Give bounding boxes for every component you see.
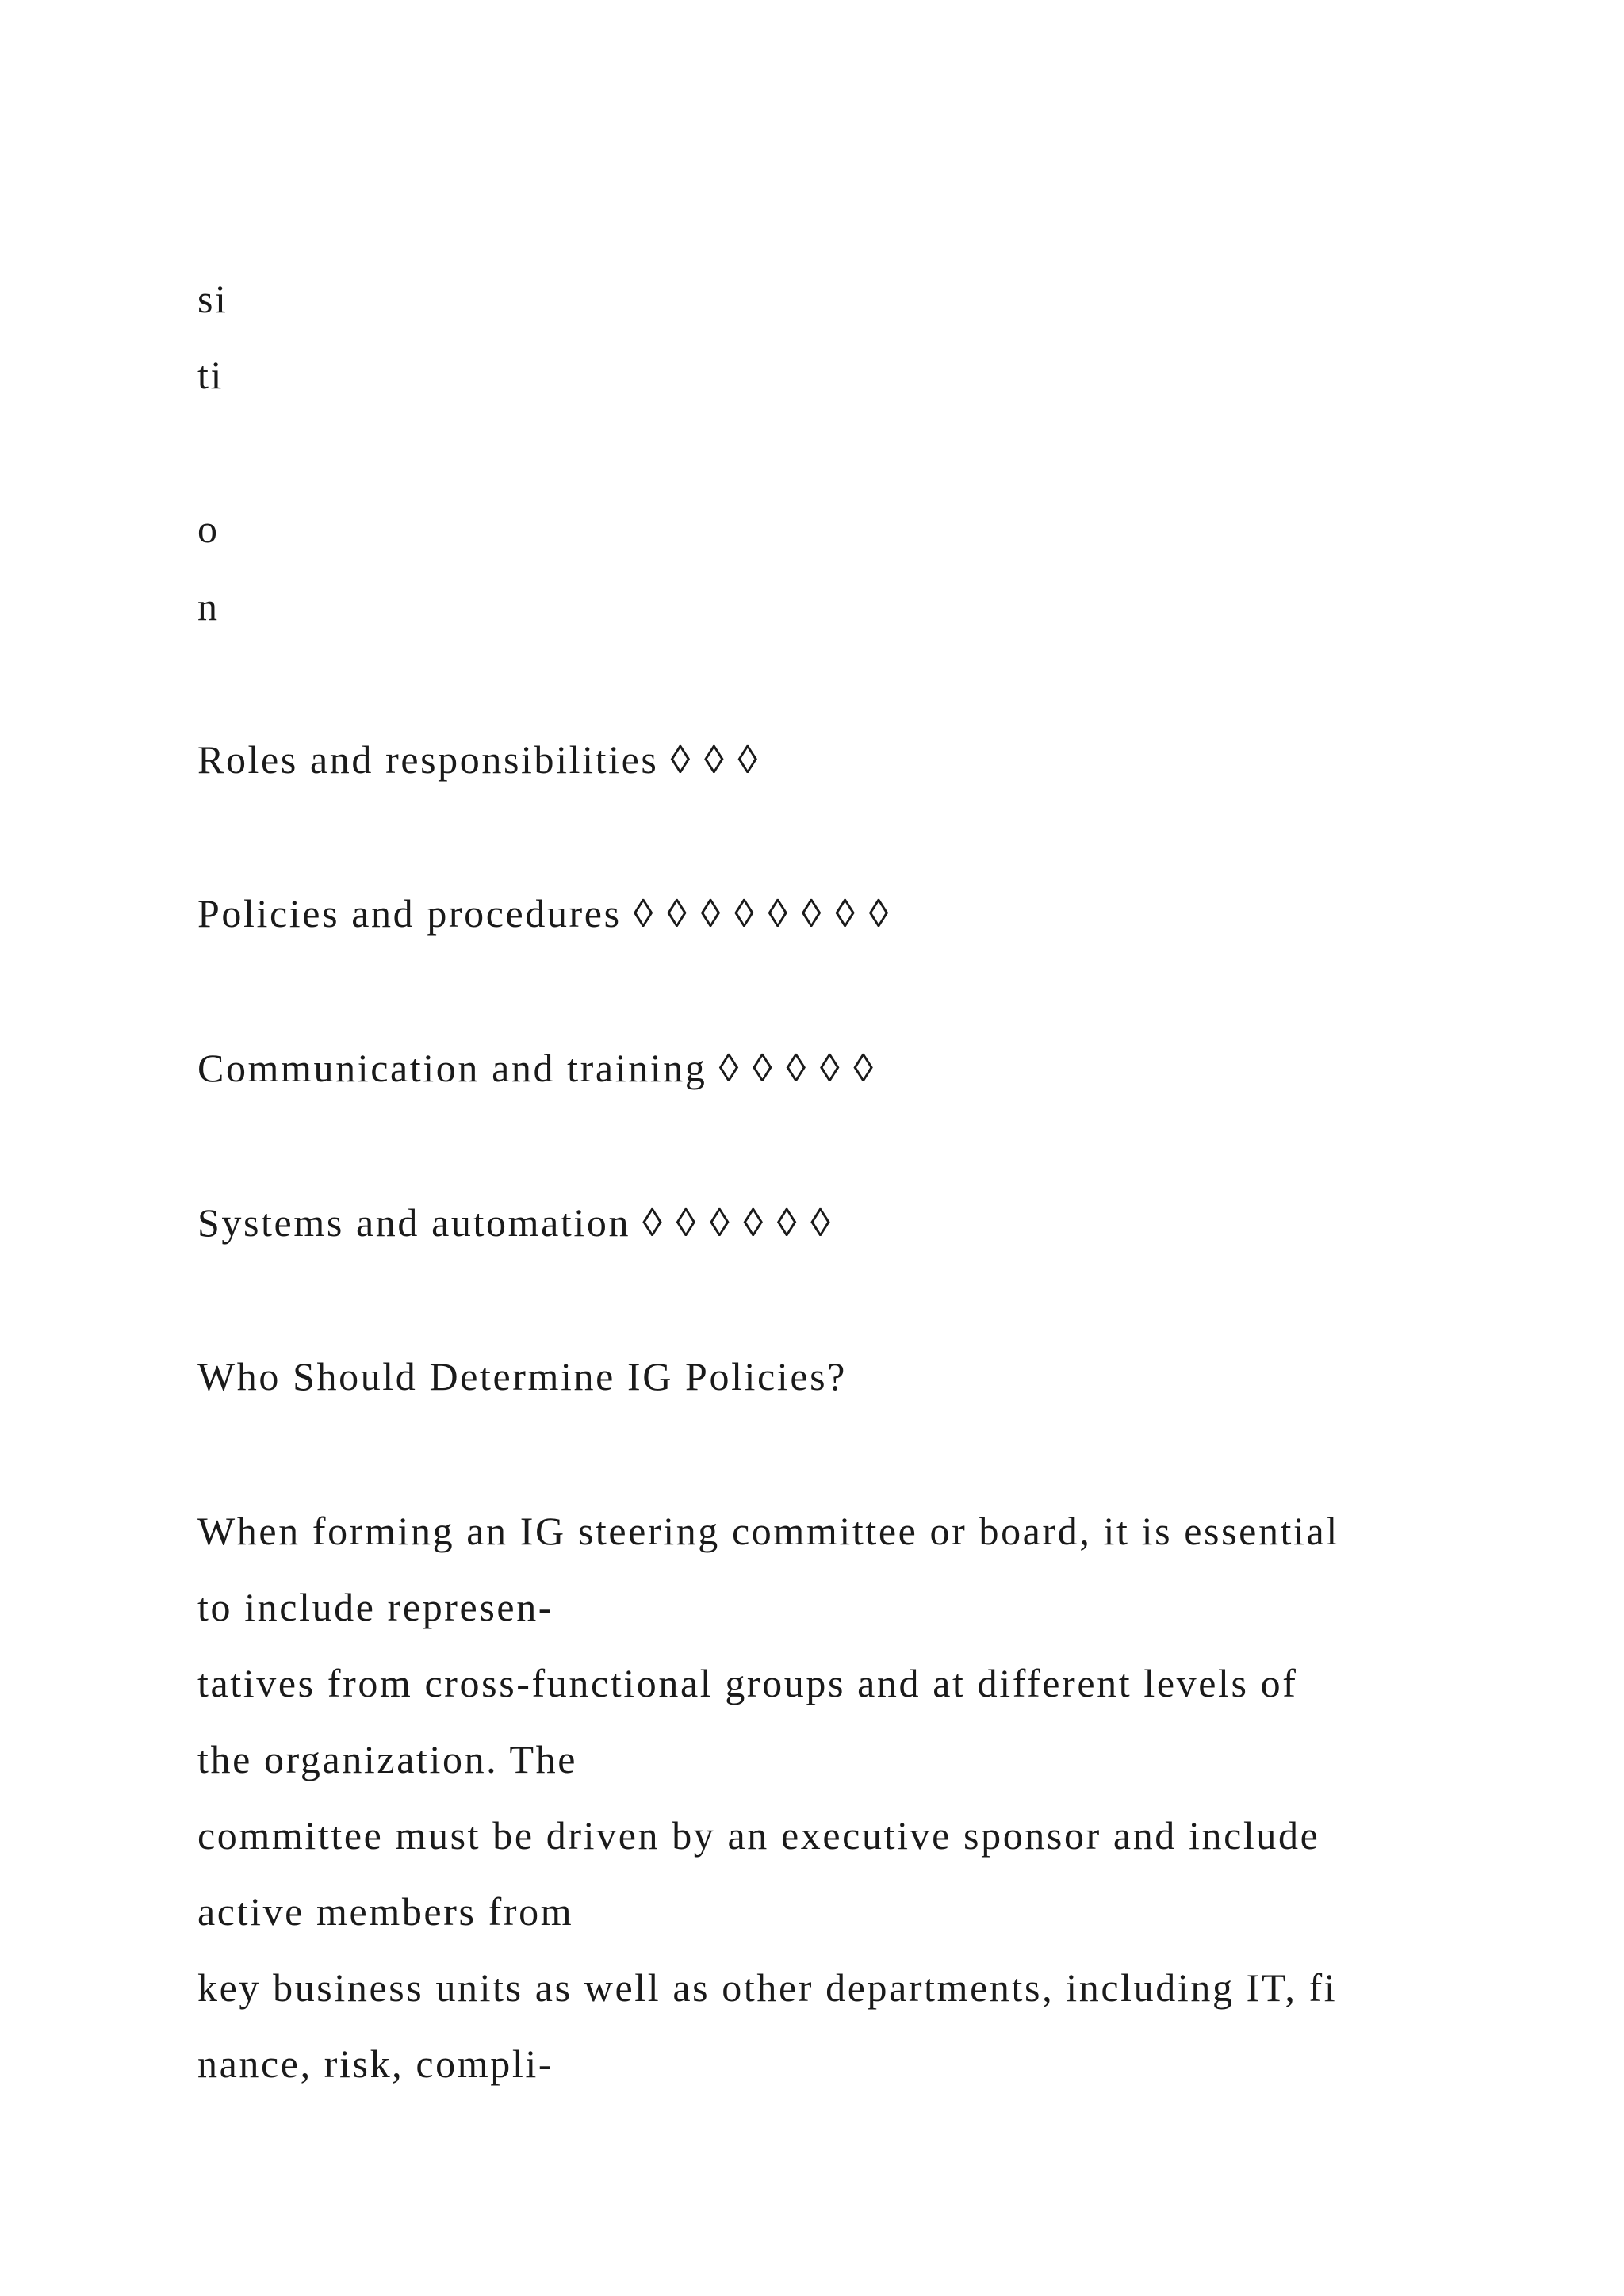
paragraph-line: committee must be driven by an executive sponsor and include [197,1813,1320,1858]
list-item: Communication and training ◊ ◊ ◊ ◊ ◊ [197,1046,875,1090]
text-fragment: ti [197,353,224,397]
paragraph-line: tatives from cross-functional groups and at different levels of [197,1661,1298,1705]
paragraph-line: active members from [197,1889,574,1934]
paragraph-line: to include represen- [197,1585,554,1629]
paragraph-line: When forming an IG steering committee or board, it is essential [197,1509,1339,1553]
section-heading: Who Should Determine IG Policies? [197,1354,847,1399]
text-fragment: o [197,507,220,551]
list-item: Roles and responsibilities ◊ ◊ ◊ [197,737,760,782]
paragraph-line: nance, risk, compli- [197,2042,554,2086]
list-item: Systems and automation ◊ ◊ ◊ ◊ ◊ ◊ [197,1200,833,1245]
text-fragment: si [197,277,228,321]
text-fragment: n [197,584,220,629]
paragraph-line: the organization. The [197,1737,578,1781]
list-item: Policies and procedures ◊ ◊ ◊ ◊ ◊ ◊ ◊ ◊ [197,891,891,936]
paragraph-line: key business units as well as other departments, including IT, fi [197,1965,1338,2010]
